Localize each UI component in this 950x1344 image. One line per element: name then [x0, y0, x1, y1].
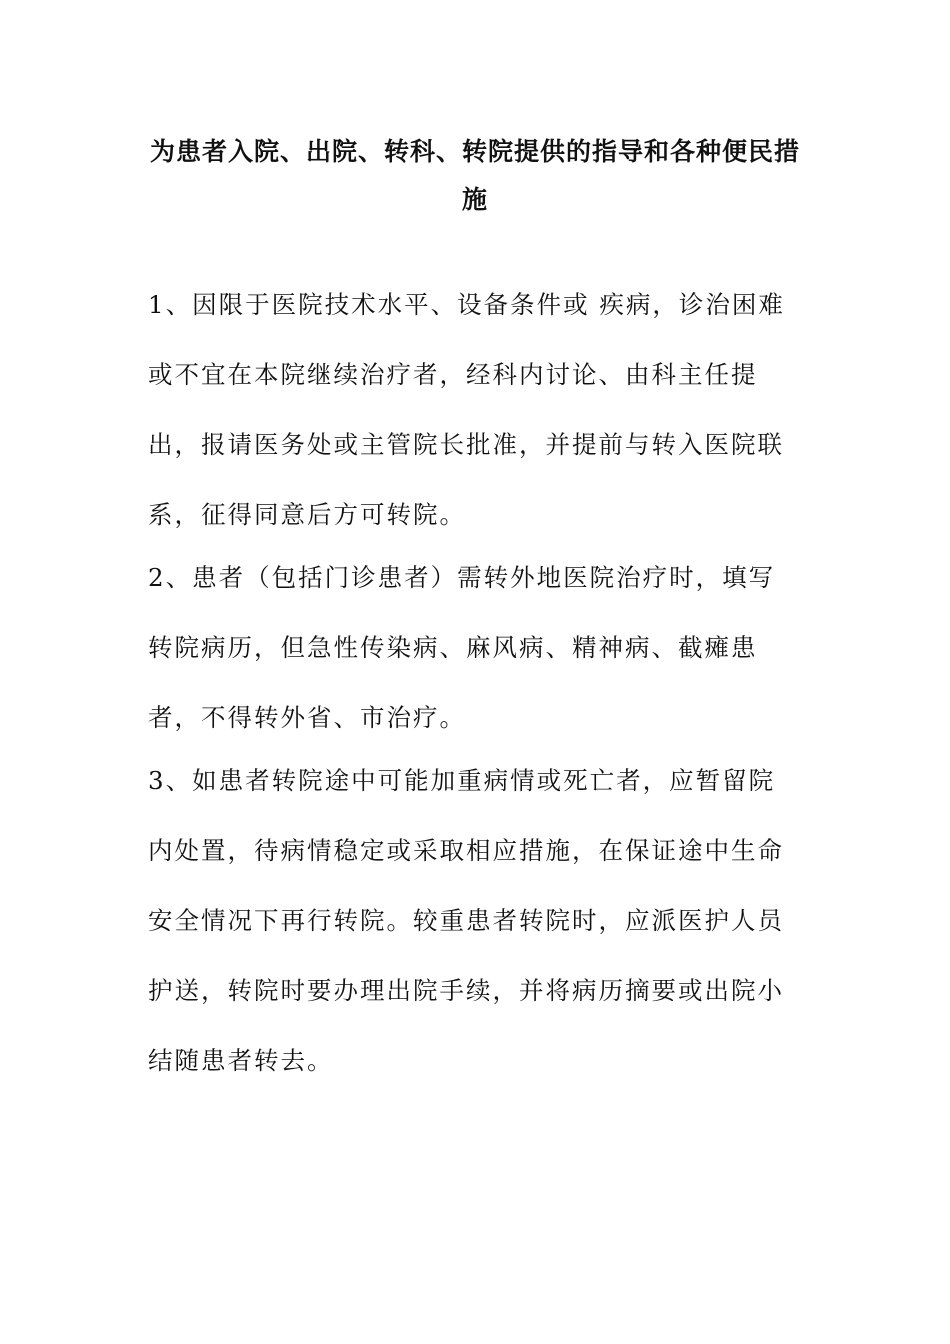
paragraph-2: 2、患者（包括门诊患者）需转外地医院治疗时，填写转院病历，但急性传染病、麻风病、精神病、截瘫患者，不得转外省、市治疗。: [148, 563, 776, 732]
paragraph-1: 1、因限于医院技术水平、设备条件或 疾病，诊治困难或不宜在本院继续治疗者，经科内讨论、由科主任提出，报请医务处或主管院长批准，并提前与转入医院联系，征得同意后方可转院。: [148, 290, 785, 529]
paragraph-3: 3、如患者转院途中可能加重病情或死亡者，应暂留院内处置，待病情稳定或采取相应措施，在保证途中生命安全情况下再行转院。较重患者转院时，应派医护人员护送，转院时要办理出院手续，并将病历摘要或出院小结随患者转去。: [148, 766, 784, 1075]
document-body: [148, 270, 798, 1089]
document-title: 为患者入院、出院、转科、转院提供的指导和各种便民措施: [150, 137, 801, 214]
